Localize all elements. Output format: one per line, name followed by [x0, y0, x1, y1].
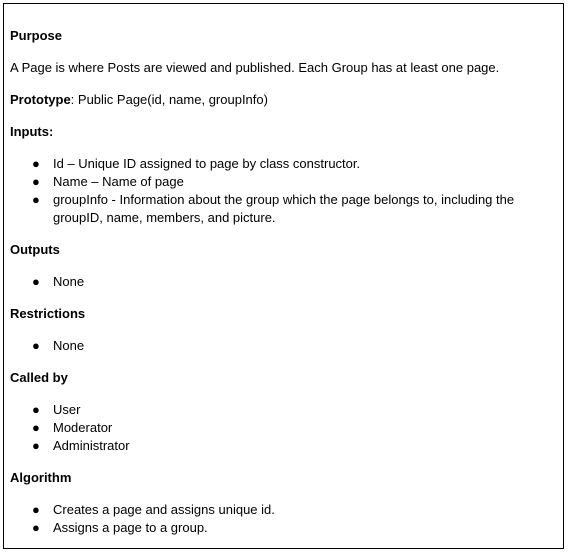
bullet-icon: ●: [32, 420, 40, 435]
list-item-text: groupInfo - Information about the group which the page belongs to, including the groupID, name, members, and picture.: [53, 192, 515, 225]
purpose-heading: Purpose: [10, 28, 63, 43]
algorithm-heading: Algorithm: [10, 470, 72, 485]
list-item: [10, 401, 558, 419]
list-item: [10, 273, 558, 291]
inputs-heading: Inputs:: [10, 124, 54, 139]
bullet-icon: ●: [32, 520, 40, 535]
list-item-text: Id – Unique ID assigned to page by class constructor.: [53, 156, 361, 171]
document-content: [10, 27, 558, 551]
outputs-list: [10, 273, 558, 291]
list-item-text: None: [53, 338, 85, 353]
list-item: [10, 191, 558, 227]
list-item-text: Name – Name of page: [53, 174, 184, 189]
prototype-label: Prototype: [10, 92, 71, 107]
document-box: [3, 3, 564, 549]
restrictions-heading: Restrictions: [10, 306, 86, 321]
list-item: [10, 501, 558, 519]
list-item: [10, 173, 558, 191]
list-item-text: Assigns a page to a group.: [53, 520, 208, 535]
list-item-text: None: [53, 274, 85, 289]
bullet-icon: ●: [32, 438, 40, 453]
inputs-list: [10, 155, 558, 227]
list-item-text: Administrator: [53, 438, 130, 453]
bullet-icon: ●: [32, 402, 40, 417]
bullet-icon: ●: [32, 174, 40, 189]
list-item-text: Creates a page and assigns unique id.: [53, 502, 275, 517]
purpose-text: A Page is where Posts are viewed and published. Each Group has at least one page.: [10, 60, 500, 75]
bullet-icon: ●: [32, 274, 40, 289]
bullet-icon: ●: [32, 338, 40, 353]
outputs-heading: Outputs: [10, 242, 60, 257]
called-by-list: [10, 401, 558, 455]
restrictions-list: [10, 337, 558, 355]
list-item: [10, 419, 558, 437]
list-item: [10, 437, 558, 455]
prototype-text: : Public Page(id, name, groupInfo): [70, 92, 268, 107]
list-item: [10, 519, 558, 537]
list-item: [10, 337, 558, 355]
list-item-text: User: [53, 402, 81, 417]
list-item-text: Moderator: [53, 420, 113, 435]
bullet-icon: ●: [32, 156, 40, 171]
algorithm-list: [10, 501, 558, 537]
list-item: [10, 155, 558, 173]
bullet-icon: ●: [32, 192, 40, 207]
bullet-icon: ●: [32, 502, 40, 517]
called-by-heading: Called by: [10, 370, 68, 385]
prototype-line: [10, 91, 558, 109]
